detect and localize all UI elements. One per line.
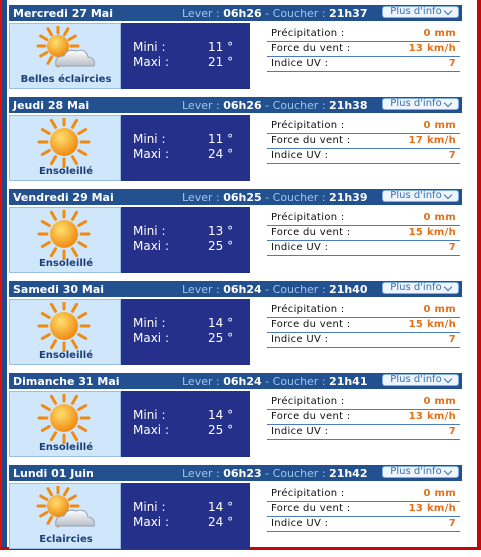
temp-min-label: Mini : [133, 224, 166, 238]
uv-row [267, 241, 460, 256]
precipitation-value: 0 mm [423, 488, 456, 499]
temp-max-row [133, 239, 243, 253]
uv-value: 7 [448, 426, 456, 437]
temp-max-value: 21 ° [208, 55, 234, 69]
more-info-label: Plus d'info [390, 282, 442, 293]
condition-label: Ensoleillé [38, 442, 94, 453]
day-title: Mercredi 27 Mai [13, 6, 113, 20]
uv-value: 7 [448, 518, 456, 529]
sunset-label: Coucher : [272, 190, 326, 204]
sun-cloud-icon [34, 26, 98, 76]
temp-max-value: 25 ° [208, 331, 234, 345]
sunset-time: 21h40 [329, 282, 368, 296]
temp-min-label: Mini : [133, 40, 166, 54]
condition-label: Eclaircies [39, 534, 93, 545]
uv-label: Indice UV : [271, 242, 329, 253]
details-table [267, 303, 460, 348]
temp-min-label: Mini : [133, 408, 166, 422]
more-info-label: Plus d'info [390, 374, 442, 385]
details-table [267, 487, 460, 532]
sun-times: Lever : 06h24 - Coucher : 21h40 [182, 282, 368, 296]
precipitation-value: 0 mm [423, 120, 456, 131]
sunset-time: 21h39 [329, 190, 368, 204]
wind-row [267, 502, 460, 517]
temp-max-label: Maxi : [133, 55, 169, 69]
day-header [9, 97, 462, 113]
wind-row [267, 226, 460, 241]
day-title: Samedi 30 Mai [13, 282, 105, 296]
uv-value: 7 [448, 58, 456, 69]
sunrise-label: Lever : [182, 374, 220, 388]
wind-row [267, 134, 460, 149]
sunset-time: 21h37 [329, 6, 368, 20]
temp-min-value: 14 ° [208, 316, 234, 330]
temp-max-label: Maxi : [133, 331, 169, 345]
temp-min-value: 11 ° [208, 132, 234, 146]
precipitation-row [267, 395, 460, 410]
uv-label: Indice UV : [271, 426, 329, 437]
wind-value: 13 km/h [408, 503, 456, 514]
temp-max-row [133, 331, 243, 345]
temp-max-value: 24 ° [208, 147, 234, 161]
wind-value: 17 km/h [408, 135, 456, 146]
details-table [267, 395, 460, 440]
temp-max-value: 25 ° [208, 239, 234, 253]
sunset-label: Coucher : [272, 6, 326, 20]
details-table [267, 119, 460, 164]
day-header [9, 189, 462, 205]
wind-value: 15 km/h [408, 227, 456, 238]
day-body [9, 115, 462, 181]
temp-min-value: 14 ° [208, 500, 234, 514]
weather-icon-panel [9, 483, 121, 549]
chevron-down-icon [443, 466, 451, 474]
temp-min-row [133, 500, 243, 514]
condition-label: Ensoleillé [38, 166, 94, 177]
weather-icon-panel [9, 207, 121, 273]
temp-min-value: 13 ° [208, 224, 234, 238]
sun-icon [34, 118, 94, 168]
details-table [267, 27, 460, 72]
temp-min-row [133, 408, 243, 422]
forecast-day [9, 373, 462, 465]
uv-row [267, 333, 460, 348]
temperature-panel [121, 207, 250, 273]
temp-min-row [133, 40, 243, 54]
forecast-day [9, 281, 462, 373]
forecast-list [9, 5, 462, 557]
precipitation-row [267, 119, 460, 134]
sunset-label: Coucher : [272, 374, 326, 388]
precipitation-row [267, 487, 460, 502]
uv-row [267, 425, 460, 440]
sun-cloud-icon [34, 486, 98, 536]
temperature-panel [121, 391, 250, 457]
sunrise-label: Lever : [182, 282, 220, 296]
precipitation-value: 0 mm [423, 396, 456, 407]
weather-icon-panel [9, 23, 121, 89]
temp-min-label: Mini : [133, 500, 166, 514]
precipitation-label: Précipitation : [271, 396, 345, 407]
chevron-down-icon [443, 374, 451, 382]
sunset-time: 21h42 [329, 466, 368, 480]
sunrise-label: Lever : [182, 190, 220, 204]
temp-max-value: 25 ° [208, 423, 234, 437]
sunset-time: 21h38 [329, 98, 368, 112]
day-body [9, 207, 462, 273]
more-info-button[interactable] [382, 282, 459, 294]
temperature-panel [121, 115, 250, 181]
temp-max-row [133, 147, 243, 161]
wind-value: 13 km/h [408, 43, 456, 54]
uv-row [267, 57, 460, 72]
sun-icon [34, 210, 94, 260]
sun-times: Lever : 06h25 - Coucher : 21h39 [182, 190, 368, 204]
day-header [9, 373, 462, 389]
uv-value: 7 [448, 334, 456, 345]
temperature-panel [121, 483, 250, 549]
temp-max-label: Maxi : [133, 239, 169, 253]
more-info-button[interactable] [382, 466, 459, 478]
sunrise-label: Lever : [182, 466, 220, 480]
window-frame-right [477, 0, 481, 550]
temp-max-value: 24 ° [208, 515, 234, 529]
precipitation-value: 0 mm [423, 212, 456, 223]
temp-max-label: Maxi : [133, 147, 169, 161]
sunrise-time: 06h23 [223, 466, 262, 480]
temp-max-row [133, 515, 243, 529]
precipitation-label: Précipitation : [271, 488, 345, 499]
wind-row [267, 42, 460, 57]
sunrise-time: 06h25 [223, 190, 262, 204]
wind-label: Force du vent : [271, 319, 351, 330]
more-info-button[interactable] [382, 374, 459, 386]
chevron-down-icon [443, 282, 451, 290]
temp-max-label: Maxi : [133, 423, 169, 437]
precipitation-row [267, 27, 460, 42]
wind-value: 13 km/h [408, 411, 456, 422]
chevron-down-icon [443, 98, 451, 106]
temp-min-row [133, 132, 243, 146]
day-body [9, 391, 462, 457]
condition-label: Ensoleillé [38, 350, 94, 361]
sunrise-label: Lever : [182, 6, 220, 20]
chevron-down-icon [443, 190, 451, 198]
more-info-label: Plus d'info [390, 98, 442, 109]
precipitation-value: 0 mm [423, 304, 456, 315]
wind-label: Force du vent : [271, 411, 351, 422]
sunrise-label: Lever : [182, 98, 220, 112]
more-info-label: Plus d'info [390, 466, 442, 477]
day-body [9, 483, 462, 549]
temperature-panel [121, 23, 250, 89]
condition-label: Belles éclaircies [20, 74, 112, 85]
wind-label: Force du vent : [271, 227, 351, 238]
sun-times: Lever : 06h23 - Coucher : 21h42 [182, 466, 368, 480]
temp-min-row [133, 224, 243, 238]
temp-max-row [133, 423, 243, 437]
uv-value: 7 [448, 150, 456, 161]
chevron-down-icon [443, 6, 451, 14]
wind-label: Force du vent : [271, 503, 351, 514]
temp-min-value: 11 ° [208, 40, 234, 54]
forecast-day [9, 5, 462, 97]
uv-label: Indice UV : [271, 58, 329, 69]
uv-row [267, 517, 460, 532]
wind-label: Force du vent : [271, 135, 351, 146]
sun-times: Lever : 06h26 - Coucher : 21h38 [182, 98, 368, 112]
sunset-label: Coucher : [272, 98, 326, 112]
sun-times: Lever : 06h26 - Coucher : 21h37 [182, 6, 368, 20]
day-header [9, 465, 462, 481]
sunset-label: Coucher : [272, 466, 326, 480]
wind-label: Force du vent : [271, 43, 351, 54]
temp-max-row [133, 55, 243, 69]
forecast-day [9, 465, 462, 557]
temp-min-label: Mini : [133, 132, 166, 146]
day-body [9, 23, 462, 89]
more-info-button[interactable] [382, 98, 459, 110]
temperature-panel [121, 299, 250, 365]
weather-icon-panel [9, 115, 121, 181]
sun-icon [34, 302, 94, 352]
day-header [9, 281, 462, 297]
window-frame-left [0, 0, 7, 550]
more-info-button[interactable] [382, 6, 459, 18]
precipitation-row [267, 303, 460, 318]
sun-times: Lever : 06h24 - Coucher : 21h41 [182, 374, 368, 388]
day-title: Dimanche 31 Mai [13, 374, 120, 388]
day-title: Lundi 01 Juin [13, 466, 94, 480]
condition-label: Ensoleillé [38, 258, 94, 269]
precipitation-label: Précipitation : [271, 120, 345, 131]
wind-row [267, 318, 460, 333]
uv-label: Indice UV : [271, 518, 329, 529]
temp-min-value: 14 ° [208, 408, 234, 422]
sunset-label: Coucher : [272, 282, 326, 296]
precipitation-value: 0 mm [423, 28, 456, 39]
precipitation-label: Précipitation : [271, 212, 345, 223]
temp-min-label: Mini : [133, 316, 166, 330]
day-header [9, 5, 462, 21]
day-title: Vendredi 29 Mai [13, 190, 114, 204]
uv-label: Indice UV : [271, 334, 329, 345]
forecast-day [9, 97, 462, 189]
wind-value: 15 km/h [408, 319, 456, 330]
details-table [267, 211, 460, 256]
sunrise-time: 06h24 [223, 282, 262, 296]
temp-max-label: Maxi : [133, 515, 169, 529]
sunrise-time: 06h24 [223, 374, 262, 388]
temp-min-row [133, 316, 243, 330]
precipitation-label: Précipitation : [271, 28, 345, 39]
precipitation-label: Précipitation : [271, 304, 345, 315]
uv-label: Indice UV : [271, 150, 329, 161]
sun-icon [34, 394, 94, 444]
sunset-time: 21h41 [329, 374, 368, 388]
more-info-button[interactable] [382, 190, 459, 202]
weather-icon-panel [9, 299, 121, 365]
uv-row [267, 149, 460, 164]
uv-value: 7 [448, 242, 456, 253]
day-body [9, 299, 462, 365]
forecast-day [9, 189, 462, 281]
day-title: Jeudi 28 Mai [13, 98, 90, 112]
more-info-label: Plus d'info [390, 190, 442, 201]
more-info-label: Plus d'info [390, 6, 442, 17]
wind-row [267, 410, 460, 425]
sunrise-time: 06h26 [223, 98, 262, 112]
weather-icon-panel [9, 391, 121, 457]
sunrise-time: 06h26 [223, 6, 262, 20]
precipitation-row [267, 211, 460, 226]
